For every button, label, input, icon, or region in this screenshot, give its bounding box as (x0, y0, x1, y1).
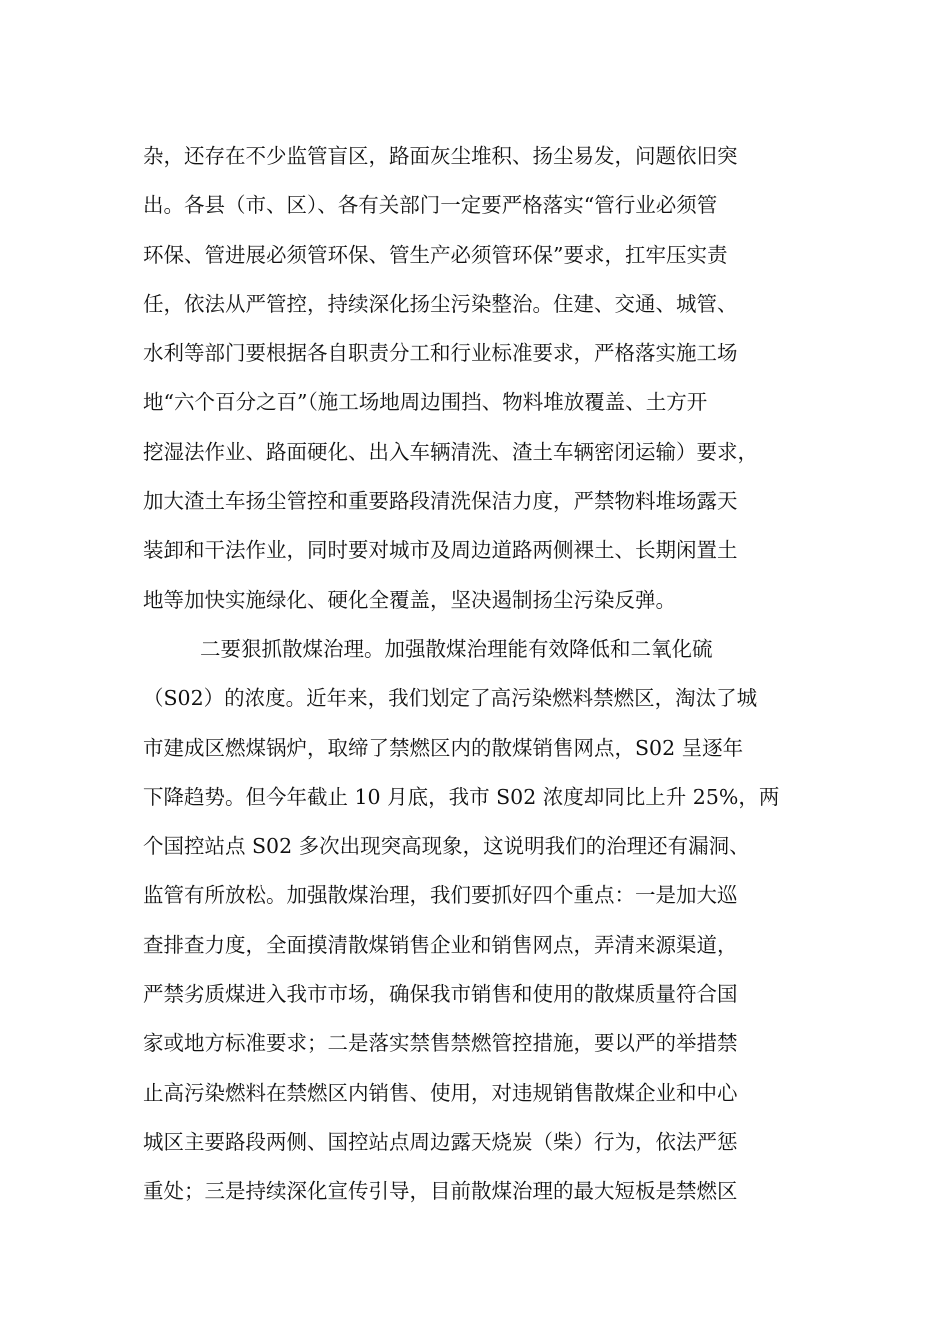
text-line: 挖湿法作业、路面硬化、出入车辆清洗、渣土车辆密闭运输）要求， (143, 439, 758, 464)
text-line: 市建成区燃煤锅炉，取缔了禁燃区内的散煤销售网点，S02 呈逐年 (143, 735, 744, 760)
text-line: 下降趋势。但今年截止 10 月底，我市 S02 浓度却同比上升 25%，两 (143, 784, 780, 809)
text-line: 止高污染燃料在禁燃区内销售、使用，对违规销售散煤企业和中心 (143, 1080, 738, 1105)
text-line: 杂，还存在不少监管盲区，路面灰尘堆积、扬尘易发，问题依旧突 (143, 144, 738, 168)
text-line: 监管有所放松。加强散煤治理，我们要抓好四个重点：一是加大巡 (143, 883, 738, 908)
paragraph-start-line: 二要狠抓散煤治理。加强散煤治理能有效降低和二氧化硫 (200, 636, 713, 661)
text-line: 环保、管进展必须管环保、管生产必须管环保”要求，扛牢压实责 (143, 242, 728, 267)
text-line: 装卸和干法作业，同时要对城市及周边道路两侧裸土、长期闲置土 (143, 538, 738, 563)
text-line: 重处；三是持续深化宣传引导，目前散煤治理的最大短板是禁燃区 (143, 1179, 738, 1204)
body-text (143, 132, 833, 1217)
text-line: 水利等部门要根据各自职责分工和行业标准要求，严格落实施工场 (143, 341, 738, 366)
text-line: 地等加快实施绿化、硬化全覆盖，坚决遏制扬尘污染反弹。 (143, 587, 676, 612)
text-line: 任，依法从严管控，持续深化扬尘污染整治。住建、交通、城管、 (143, 291, 738, 316)
text-line: 加大渣土车扬尘管控和重要路段清洗保洁力度，严禁物料堆场露天 (143, 489, 738, 514)
text-line: （S02）的浓度。近年来，我们划定了高污染燃料禁燃区，淘汰了城 (143, 686, 758, 711)
text-line: 出。各县（市、区）、各有关部门一定要严格落实“管行业必须管 (143, 193, 718, 218)
text-line: 城区主要路段两侧、国控站点周边露天烧炭（柴）行为，依法严惩 (143, 1129, 738, 1154)
text-line: 家或地方标准要求；二是落实禁售禁燃管控措施，要以严的举措禁 (143, 1031, 738, 1056)
text-line: 地“六个百分之百”（施工场地周边围挡、物料堆放覆盖、土方开 (143, 390, 708, 415)
text-line: 个国控站点 S02 多次出现突高现象，这说明我们的治理还有漏洞、 (143, 834, 750, 859)
text-line: 查排查力度，全面摸清散煤销售企业和销售网点，弄清来源渠道， (143, 932, 738, 957)
text-line: 严禁劣质煤进入我市市场，确保我市销售和使用的散煤质量符合国 (143, 982, 738, 1007)
